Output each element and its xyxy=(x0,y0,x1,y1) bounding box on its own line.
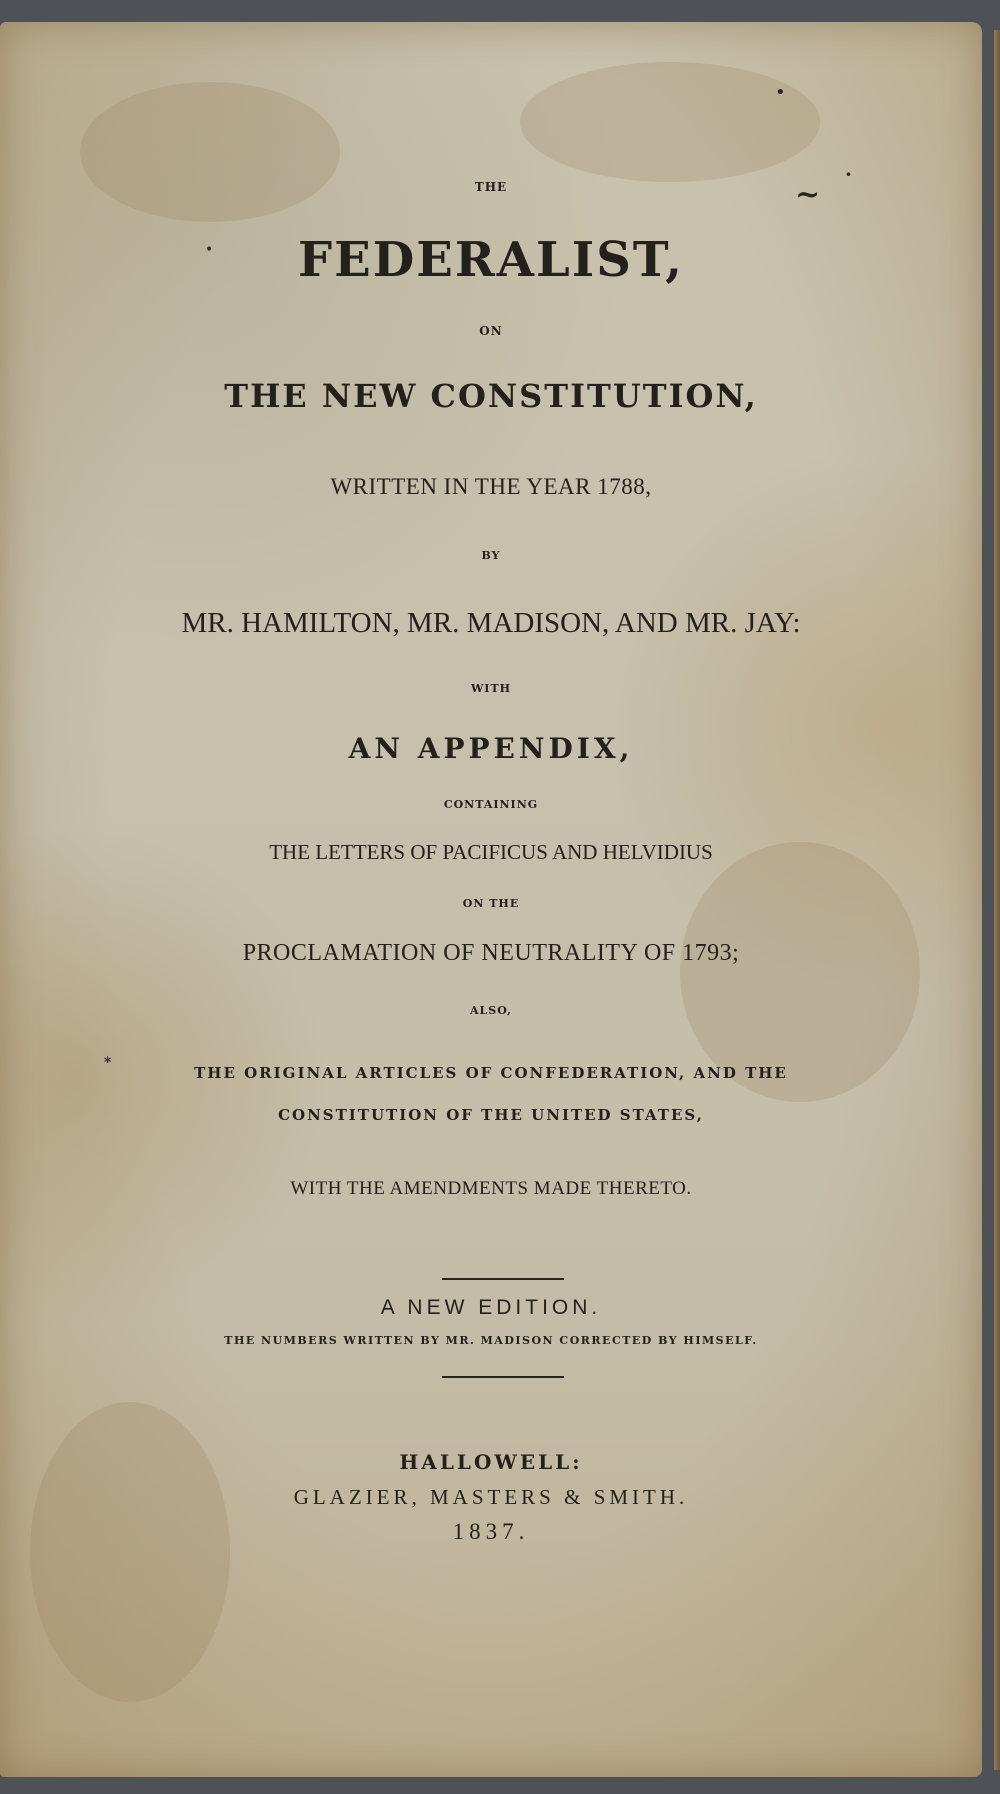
line-the: THE xyxy=(474,180,508,194)
proclamation-line: PROCLAMATION OF NEUTRALITY OF 1793; xyxy=(242,940,740,966)
divider-rule-bottom xyxy=(442,1376,564,1378)
appendix-line: AN APPENDIX, xyxy=(348,732,634,765)
title-page-text xyxy=(0,22,982,1777)
line-also: ALSO, xyxy=(470,1004,512,1017)
ink-speck: ~ xyxy=(795,177,821,212)
line-on-the: ON THE xyxy=(462,897,520,910)
subject-line: THE NEW CONSTITUTION, xyxy=(224,377,758,415)
written-line: WRITTEN IN THE YEAR 1788, xyxy=(330,474,652,499)
publisher-line: GLAZIER, MASTERS & SMITH. xyxy=(293,1485,689,1509)
title-page xyxy=(0,22,982,1777)
edition-line: A NEW EDITION. xyxy=(380,1296,602,1319)
ink-speck: • xyxy=(775,82,786,103)
main-title: FEDERALIST, xyxy=(297,232,685,288)
articles-line-2: CONSTITUTION OF THE UNITED STATES, xyxy=(278,1106,704,1124)
year-line: 1837. xyxy=(452,1519,530,1544)
letters-line: THE LETTERS OF PACIFICUS AND HELVIDIUS xyxy=(269,840,713,864)
ink-speck: · xyxy=(845,162,852,186)
line-containing: CONTAINING xyxy=(443,798,539,811)
divider-rule-top xyxy=(442,1278,564,1280)
ink-speck: • xyxy=(205,242,214,258)
articles-line-1: THE ORIGINAL ARTICLES OF CONFEDERATION, AND THE xyxy=(194,1064,788,1082)
line-on: ON xyxy=(479,324,503,338)
edition-note: THE NUMBERS WRITTEN BY MR. MADISON CORRECTED BY HIMSELF. xyxy=(224,1334,758,1347)
ink-speck: * xyxy=(104,1055,112,1071)
authors-line: MR. HAMILTON, MR. MADISON, AND MR. JAY: xyxy=(181,607,801,639)
page-edge xyxy=(994,30,1000,1770)
line-with: WITH xyxy=(470,682,512,695)
city-line: HALLOWELL: xyxy=(399,1450,583,1474)
amendments-line: WITH THE AMENDMENTS MADE THERETO. xyxy=(290,1178,692,1199)
line-by: BY xyxy=(481,549,501,562)
